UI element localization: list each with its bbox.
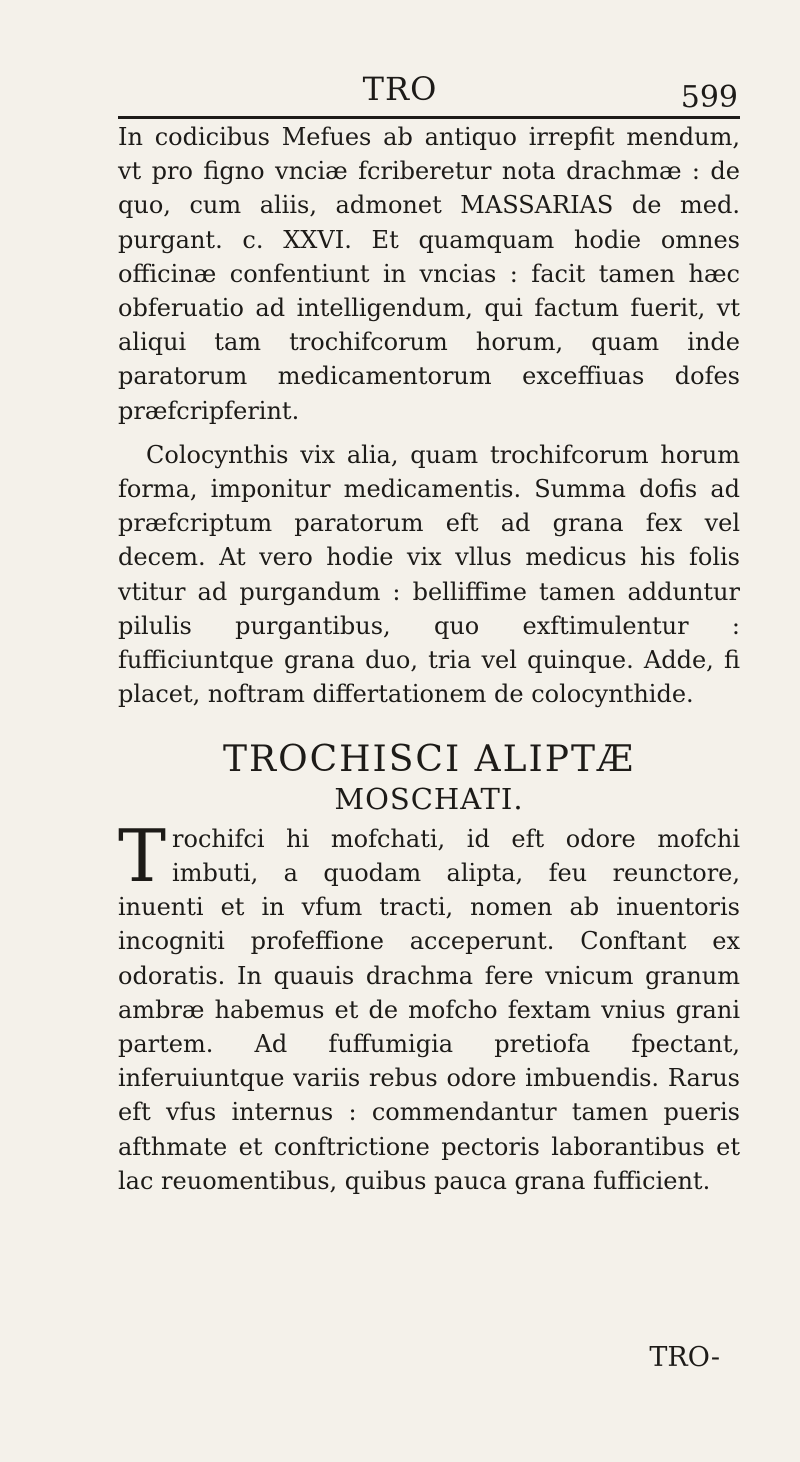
running-title: TRO (362, 70, 438, 108)
paragraph-trochisci-text: rochifci hi mofchati, id eft odore mofchi imbuti, a quodam alipta, feu reunctore, inuenti et in vfum tracti, nomen ab inuentoris incogniti profeffione acceperunt. Conftant ex odoratis. In quauis drachma fere vnicum granum ambræ habemus et de mofcho fextam vnius grani partem. Ad fuffumigia pretiofa fpectant, inferuiuntque variis rebus odore imbuendis. Rarus eft vfus internus : commendantur tamen pueris afthmate et conftrictione pectoris laborantibus et lac reuomentibus, quibus pauca grana fufficient. (118, 824, 740, 1195)
running-head (0, 70, 800, 114)
catchword: TRO- (649, 1342, 720, 1373)
section-subheading: MOSCHATI. (334, 781, 524, 816)
paragraph-mefues: In codicibus Mefues ab antiquo irrepfit mendum, vt pro figno vnciæ fcriberetur nota drachmæ : de quo, cum aliis, admonet MASSARIAS de med. purgant. c. XXVI. Et quamquam hodie omnes officinæ confentiunt in vncias : facit tamen hæc obferuatio ad intelligendum, qui factum fuerit, vt aliqui tam trochifcorum horum, quam inde paratorum medicamentorum exceffiuas dofes præfcripferint. (118, 123, 740, 425)
section-heading: TROCHISCI ALIPTÆ (222, 739, 636, 781)
header-rule (118, 116, 740, 119)
page-number: 599 (680, 80, 738, 115)
paragraph-colocynthis: Colocynthis vix alia, quam trochifcorum horum forma, imponitur medicamentis. Summa dofis ad præfcriptum paratorum eft ad grana fex vel decem. At vero hodie vix vllus medicus his folis vtitur ad purgandum : belliffime tamen adduntur pilulis purgantibus, quo exftimulentur : fufficiuntque grana duo, tria vel quinque. Adde, fi placet, noftram differtationem de colocynthide. (118, 440, 740, 709)
drop-cap: T (118, 813, 167, 898)
body-text (118, 120, 740, 1208)
paragraph-trochisci (118, 813, 740, 1198)
